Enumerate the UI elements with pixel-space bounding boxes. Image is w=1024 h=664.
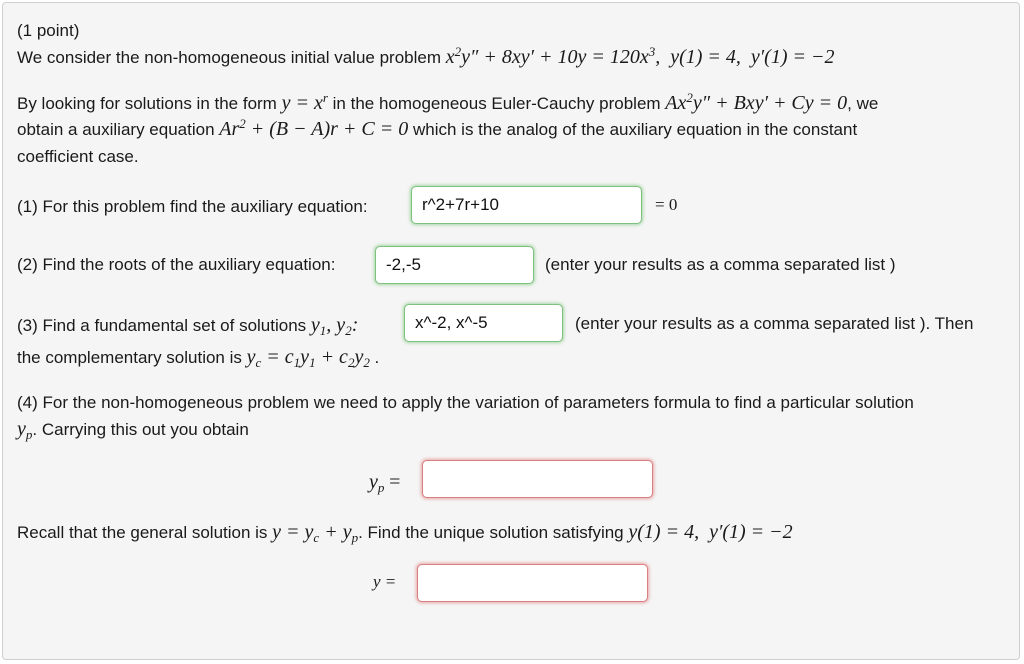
yp-label: $y_p$ =	[369, 471, 401, 495]
q2-label: (2) Find the roots of the auxiliary equation:	[17, 255, 336, 274]
euler-line-1: By looking for solutions in the form $y = x^r$ in the homogeneous Euler-Cauchy problem $Ax^2y'' + Bxy' + Cy = 0$, we	[17, 90, 879, 114]
form-equation: $y = x^r$	[281, 90, 328, 114]
particular-solution-input[interactable]	[422, 460, 653, 498]
intro-text: We consider the non-homogeneous initial value problem	[17, 48, 441, 67]
euler-line-2: obtain a auxiliary equation Ar$^2$ + (B − A)r + C = 0 which is the analog of the auxiliary equation in the constant	[17, 116, 858, 140]
q4-line-2: $y_p$. Carrying this out you obtain	[17, 418, 249, 442]
points-label: (1 point)	[17, 21, 80, 40]
aux-equation-general: Ar$^2$ + (B − A)r + C = 0	[219, 116, 409, 140]
unique-solution-input[interactable]	[417, 564, 648, 602]
y-label: y =	[373, 572, 397, 591]
q2-hint: (enter your results as a comma separated list )	[545, 255, 896, 274]
auxiliary-equation-input[interactable]: r^2+7r+10	[411, 186, 642, 224]
q4-line-1: (4) For the non-homogeneous problem we need to apply the variation of parameters formula to find a particular solution	[17, 393, 914, 412]
problem-panel	[2, 2, 1020, 660]
general-line: Recall that the general solution is $y = y_c + y_p$. Find the unique solution satisfying y(1) = 4, y′(1) = −2	[17, 521, 793, 545]
q3-line-2: the complementary solution is $y_c = c_1y_1 + c_2y_2$ .	[17, 346, 380, 370]
fundamental-set-input[interactable]: x^-2, x^-5	[404, 304, 563, 342]
q3-hint: (enter your results as a comma separated list ). Then	[575, 314, 974, 333]
q1-label: (1) For this problem find the auxiliary equation:	[17, 197, 368, 216]
complementary-solution: $y_c = c_1y_1 + c_2y_2$	[246, 346, 370, 370]
intro-equation: $x^2y'' + 8xy' + 10y = 120x^3$, y(1) = 4, y′(1) = −2	[445, 44, 835, 68]
q3-label: (3) Find a fundamental set of solutions $y_1$, $y_2$:	[17, 314, 359, 338]
euler-line-3: coefficient case.	[17, 147, 139, 166]
intro-line	[17, 44, 835, 68]
roots-input[interactable]: -2,-5	[375, 246, 534, 284]
q1-equals-zero: = 0	[655, 195, 678, 214]
homog-equation: $Ax^2y'' + Bxy' + Cy = 0$	[665, 90, 848, 114]
